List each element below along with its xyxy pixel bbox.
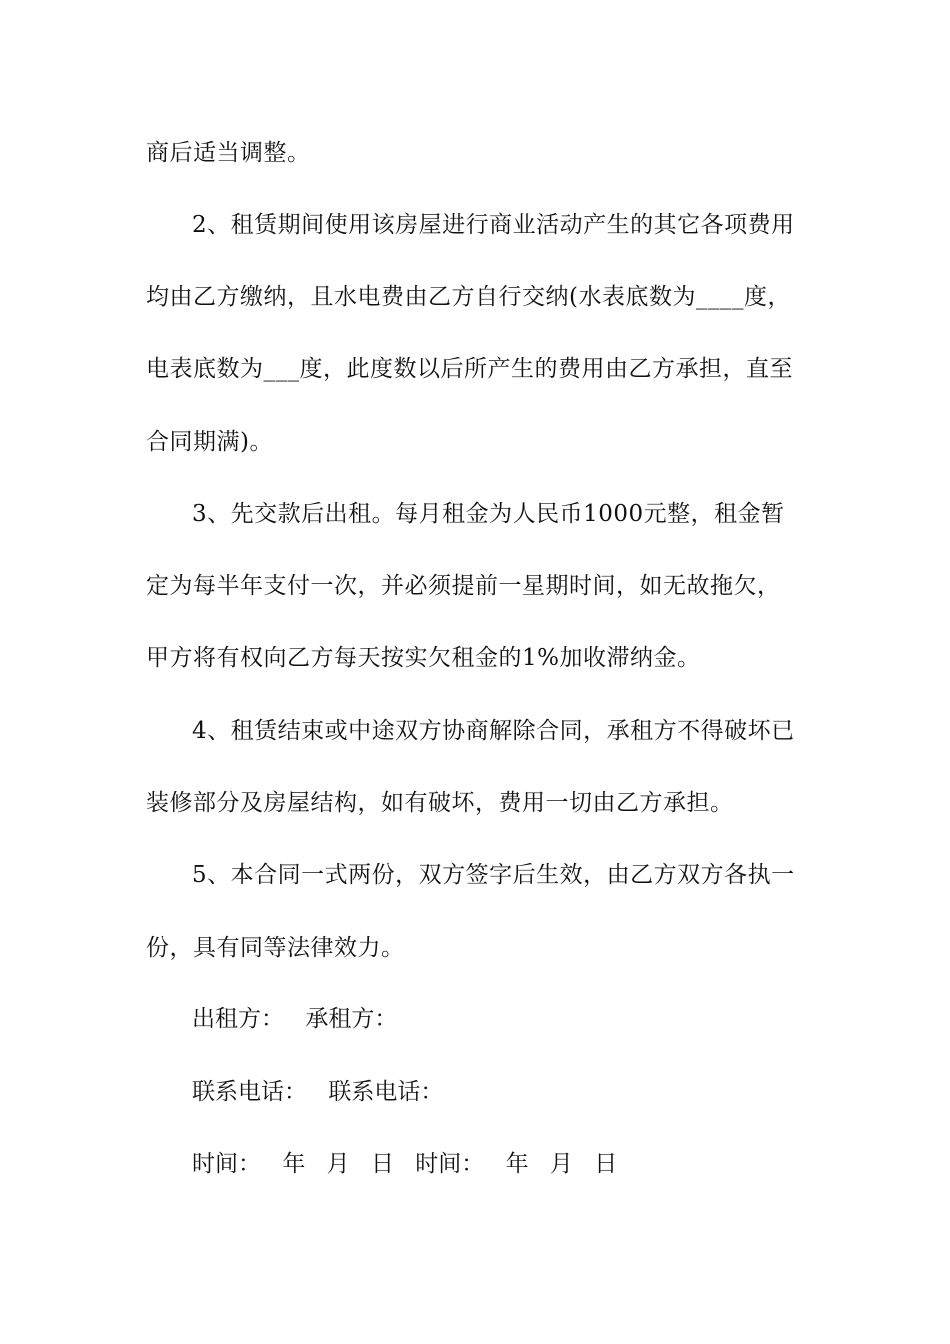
lessor-year: 年 <box>282 1151 306 1177</box>
clause-3-line-2: 定为每半年支付一次，并必须提前一星期时间，如无故拖欠， <box>146 573 781 599</box>
lessee-day: 日 <box>594 1151 618 1177</box>
lessee-label: 承租方： <box>305 1006 398 1032</box>
clause-4-line-2: 装修部分及房屋结构，如有破坏，费用一切由乙方承担。 <box>146 790 734 816</box>
phone-signature-row <box>192 1077 443 1107</box>
lessee-phone-label: 联系电话： <box>328 1079 444 1105</box>
lessee-year: 年 <box>505 1151 529 1177</box>
clause-2-line-1: 2、租赁期间使用该房屋进行商业活动产生的其它各项费用 <box>192 212 795 238</box>
lessor-day: 日 <box>370 1151 394 1177</box>
lessor-time-label: 时间： <box>192 1151 261 1177</box>
lessor-month: 月 <box>326 1151 350 1177</box>
clause-3-line-1: 3、先交款后出租。每月租金为人民币1000元整，租金暂 <box>192 501 785 527</box>
clause-2-line-3: 电表底数为___度，此度数以后所产生的费用由乙方承担，直至 <box>146 356 793 382</box>
date-signature-row <box>192 1149 617 1179</box>
party-signature-row <box>192 1004 397 1034</box>
clause-3-line-3: 甲方将有权向乙方每天按实欠租金的1%加收滞纳金。 <box>146 645 701 671</box>
clause-2-line-2: 均由乙方缴纳，且水电费由乙方自行交纳(水表底数为____度， <box>146 284 791 310</box>
clause-5-line-1: 5、本合同一式两份，双方签字后生效，由乙方双方各执一 <box>192 862 795 888</box>
lessor-phone-label: 联系电话： <box>192 1079 307 1105</box>
clause-5-line-2: 份，具有同等法律效力。 <box>146 935 405 961</box>
lessee-month: 月 <box>549 1151 573 1177</box>
paragraph-line-1: 商后适当调整。 <box>146 140 311 166</box>
clause-4-line-1: 4、租赁结束或中途双方协商解除合同，承租方不得破坏已 <box>192 718 795 744</box>
clause-2-line-4: 合同期满)。 <box>146 429 273 455</box>
lessee-time-label: 时间： <box>415 1151 485 1177</box>
lessor-label: 出租方： <box>192 1006 284 1032</box>
